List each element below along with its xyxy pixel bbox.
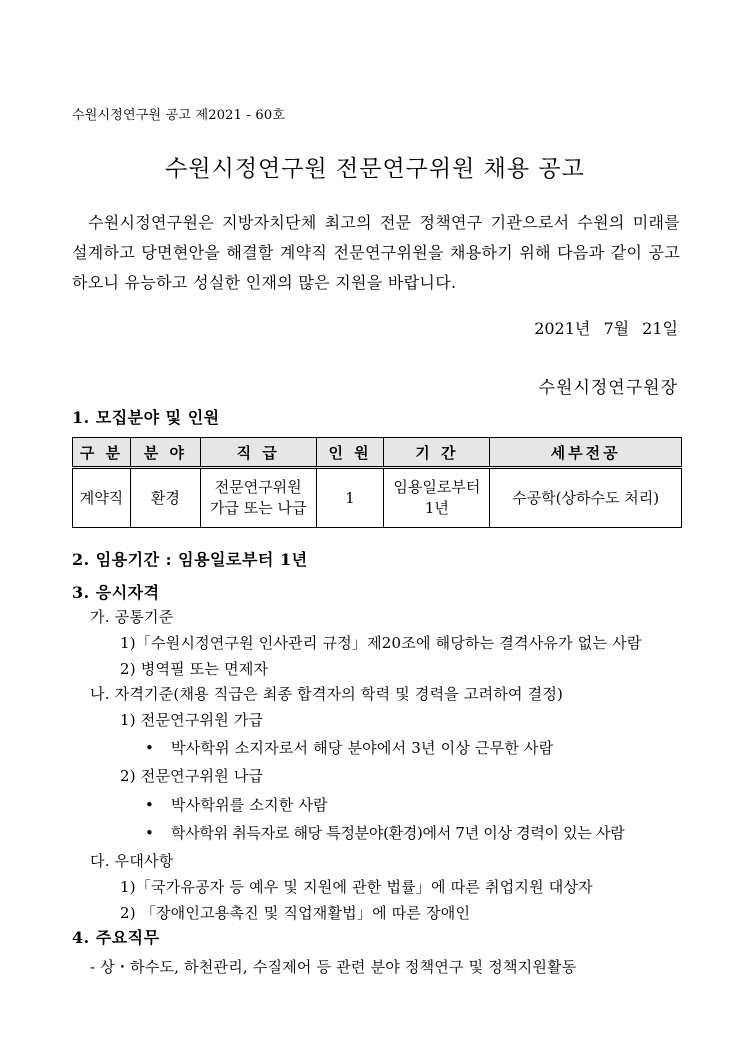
cell-field: 환경: [130, 468, 200, 528]
bullet-icon: •: [145, 796, 155, 814]
table-header-row: [73, 438, 682, 468]
list-item: 1)「수원시정연구원 인사관리 규정」제20조에 해당하는 결격사유가 없는 사람: [120, 634, 642, 652]
column-header: 직 급: [200, 438, 316, 468]
list-item: 1) 전문연구위원 가급: [120, 711, 264, 729]
list-item: 2) 전문연구위원 나급: [120, 767, 264, 785]
subsection-na-label: 나. 자격기준(채용 직급은 최종 합격자의 학력 및 경력을 고려하여 결정): [90, 685, 564, 703]
list-item: 1)「국가유공자 등 예우 및 지원에 관한 법률」에 따른 취업지원 대상자: [120, 878, 593, 896]
bullet-item: [145, 822, 624, 843]
section-3-heading: 3. 응시자격: [72, 583, 160, 602]
bullet-text: 학사학위 취득자로 해당 특정분야(환경)에서 7년 이상 경력이 있는 사람: [171, 824, 625, 842]
notice-number: 수원시정연구원 공고 제2021 - 60호: [72, 108, 286, 123]
bullet-item: [145, 794, 328, 815]
cell-grade-line1: 전문연구위원: [214, 478, 302, 496]
section-1-heading: 1. 모집분야 및 인원: [72, 408, 220, 427]
cell-period-line2: 1년: [424, 499, 449, 517]
cell-period: [384, 468, 490, 528]
column-header: 구 분: [73, 438, 131, 468]
bullet-icon: •: [145, 739, 155, 757]
bullet-text: 박사학위를 소지한 사람: [171, 796, 328, 814]
subsection-da-label: 다. 우대사항: [90, 852, 174, 870]
list-item: 2) 「장애인고용촉진 및 직업재활법」에 따른 장애인: [120, 904, 471, 922]
column-header: 인 원: [316, 438, 384, 468]
list-item: 2) 병역필 또는 면제자: [120, 660, 269, 678]
column-header: 분 야: [130, 438, 200, 468]
cell-major: 수공학(상하수도 처리): [490, 468, 682, 528]
notice-date: 2021년 7월 21일: [534, 319, 678, 338]
cell-grade-line2: 가급 또는 나급: [209, 499, 307, 517]
column-header: 기 간: [384, 438, 490, 468]
column-header: 세부전공: [490, 438, 682, 468]
table-row: [73, 468, 682, 528]
subsection-ga-label: 가. 공통기준: [90, 608, 174, 626]
bullet-icon: •: [145, 824, 155, 842]
intro-paragraph: [72, 208, 680, 298]
cell-count: 1: [316, 468, 384, 528]
cell-period-line1: 임용일로부터: [393, 478, 481, 496]
duty-item: - 상・하수도, 하천관리, 수질제어 등 관련 분야 정책연구 및 정책지원활동: [90, 958, 577, 976]
cell-grade: [200, 468, 316, 528]
page-title: 수원시정연구원 전문연구위원 채용 공고: [165, 156, 585, 182]
recruitment-table: [72, 437, 682, 528]
section-2-heading: 2. 임용기간 : 임용일로부터 1년: [72, 550, 308, 569]
bullet-text: 박사학위 소지자로서 해당 분야에서 3년 이상 근무한 사람: [171, 739, 554, 757]
bullet-item: [145, 737, 553, 758]
section-4-heading: 4. 주요직무: [72, 928, 160, 947]
cell-type: 계약직: [73, 468, 131, 528]
intro-text: 수원시정연구원은 지방자치단체 최고의 전문 정책연구 기관으로서 수원의 미래를 설계하고 당면현안을 해결할 계약직 전문연구위원을 채용하기 위해 다음과 같이 공고하오니 유능하고 성실한 인재의 많은 지원을 바랍니다.: [72, 213, 680, 292]
signer: 수원시정연구원장: [538, 378, 678, 398]
